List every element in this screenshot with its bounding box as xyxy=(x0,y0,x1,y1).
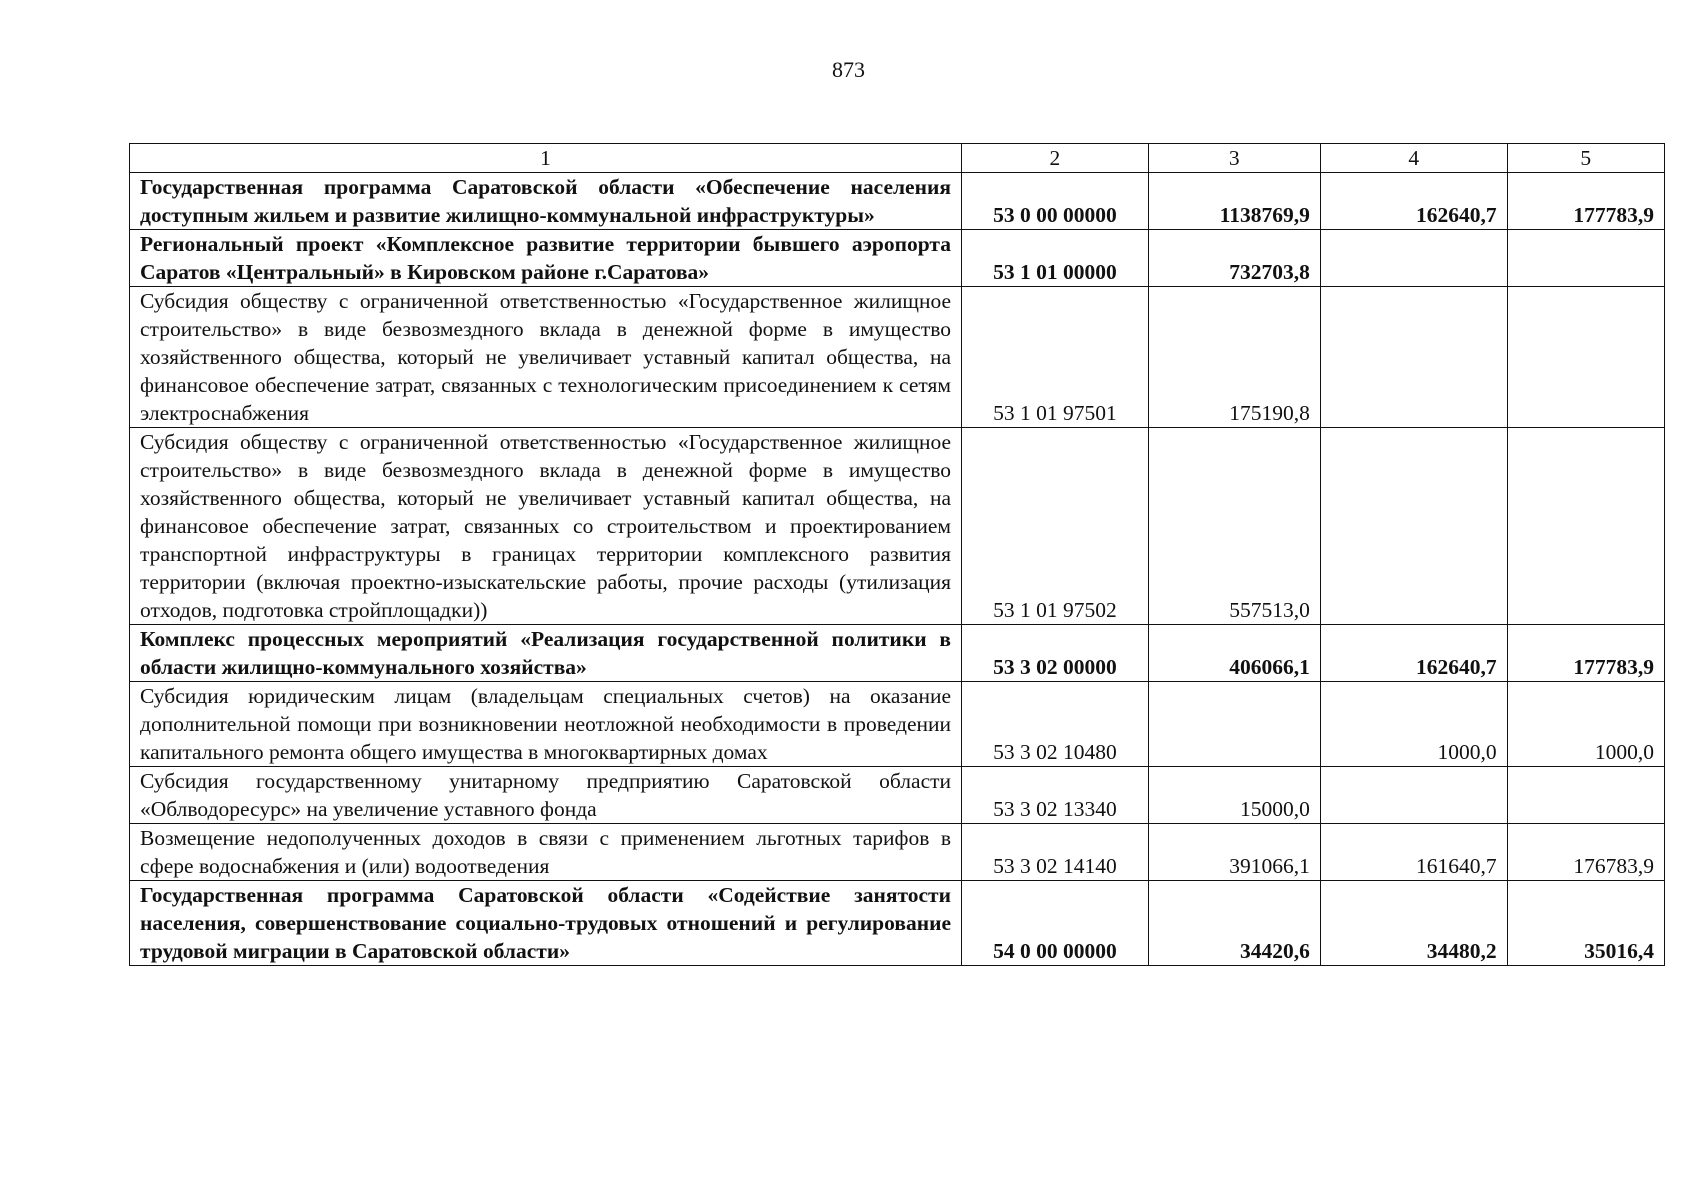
column-header-1: 1 xyxy=(130,144,962,173)
row-value-4: 34480,2 xyxy=(1320,881,1507,966)
row-name: Субсидия юридическим лицам (владельцам специальных счетов) на оказание дополнительной помощи при возникновении неотложной необходимости в проведении капитального ремонта общего имущества в многоквартирных домах xyxy=(130,682,962,767)
budget-table xyxy=(129,143,1665,966)
row-value-5 xyxy=(1507,767,1664,824)
row-value-3: 1138769,9 xyxy=(1148,173,1320,230)
row-code: 53 3 02 13340 xyxy=(962,767,1149,824)
row-name: Субсидия обществу с ограниченной ответственностью «Государственное жилищное строительство» в виде безвозмездного вклада в денежной форме в имущество хозяйственного общества, который не увеличивает уставный капитал общества, на финансовое обеспечение затрат, связанных с технологическим присоединением к сетям электроснабжения xyxy=(130,287,962,428)
row-name: Государственная программа Саратовской области «Обеспечение населения доступным жильем и развитие жилищно-коммунальной инфраструктуры» xyxy=(130,173,962,230)
row-value-3: 406066,1 xyxy=(1148,625,1320,682)
row-value-3 xyxy=(1148,682,1320,767)
row-value-5: 176783,9 xyxy=(1507,824,1664,881)
row-value-4 xyxy=(1320,230,1507,287)
row-value-4 xyxy=(1320,428,1507,625)
table-row xyxy=(130,682,1665,767)
column-header-2: 2 xyxy=(962,144,1149,173)
row-value-5: 35016,4 xyxy=(1507,881,1664,966)
page-number: 873 xyxy=(832,57,865,82)
row-value-3: 732703,8 xyxy=(1148,230,1320,287)
column-header-4: 4 xyxy=(1320,144,1507,173)
table-row xyxy=(130,824,1665,881)
row-value-5: 177783,9 xyxy=(1507,625,1664,682)
row-value-3: 175190,8 xyxy=(1148,287,1320,428)
row-code: 53 1 01 00000 xyxy=(962,230,1149,287)
row-code: 53 0 00 00000 xyxy=(962,173,1149,230)
table-row xyxy=(130,428,1665,625)
row-code: 53 3 02 14140 xyxy=(962,824,1149,881)
row-value-5: 177783,9 xyxy=(1507,173,1664,230)
row-code: 53 1 01 97502 xyxy=(962,428,1149,625)
table-row xyxy=(130,230,1665,287)
row-value-5 xyxy=(1507,230,1664,287)
row-name: Комплекс процессных мероприятий «Реализация государственной политики в области жилищно-коммунального хозяйства» xyxy=(130,625,962,682)
table-row xyxy=(130,881,1665,966)
row-value-4: 1000,0 xyxy=(1320,682,1507,767)
table-row xyxy=(130,173,1665,230)
row-value-5: 1000,0 xyxy=(1507,682,1664,767)
column-header-3: 3 xyxy=(1148,144,1320,173)
row-value-3: 15000,0 xyxy=(1148,767,1320,824)
row-name: Государственная программа Саратовской области «Содействие занятости населения, совершенствование социально-трудовых отношений и регулирование трудовой миграции в Саратовской области» xyxy=(130,881,962,966)
row-code: 53 3 02 10480 xyxy=(962,682,1149,767)
row-name: Возмещение недополученных доходов в связи с применением льготных тарифов в сфере водоснабжения и (или) водоотведения xyxy=(130,824,962,881)
row-value-4: 162640,7 xyxy=(1320,173,1507,230)
row-name: Субсидия обществу с ограниченной ответственностью «Государственное жилищное строительство» в виде безвозмездного вклада в денежной форме в имущество хозяйственного общества, который не увеличивает уставный капитал общества, на финансовое обеспечение затрат, связанных со строительством и проектированием транспортной инфраструктуры в границах территории комплексного развития территории (включая проектно-изыскательские работы, прочие расходы (утилизация отходов, подготовка стройплощадки)) xyxy=(130,428,962,625)
row-value-4 xyxy=(1320,767,1507,824)
row-value-3: 391066,1 xyxy=(1148,824,1320,881)
row-value-4: 162640,7 xyxy=(1320,625,1507,682)
table-row xyxy=(130,767,1665,824)
row-value-5 xyxy=(1507,287,1664,428)
table-header-row xyxy=(130,144,1665,173)
row-value-3: 34420,6 xyxy=(1148,881,1320,966)
row-value-5 xyxy=(1507,428,1664,625)
row-code: 54 0 00 00000 xyxy=(962,881,1149,966)
row-code: 53 3 02 00000 xyxy=(962,625,1149,682)
column-header-5: 5 xyxy=(1507,144,1664,173)
row-value-3: 557513,0 xyxy=(1148,428,1320,625)
row-value-4 xyxy=(1320,287,1507,428)
row-name: Региональный проект «Комплексное развитие территории бывшего аэропорта Саратов «Центральный» в Кировском районе г.Саратова» xyxy=(130,230,962,287)
row-name: Субсидия государственному унитарному предприятию Саратовской области «Облводоресурс» на увеличение уставного фонда xyxy=(130,767,962,824)
row-value-4: 161640,7 xyxy=(1320,824,1507,881)
row-code: 53 1 01 97501 xyxy=(962,287,1149,428)
table-row xyxy=(130,287,1665,428)
table-row xyxy=(130,625,1665,682)
